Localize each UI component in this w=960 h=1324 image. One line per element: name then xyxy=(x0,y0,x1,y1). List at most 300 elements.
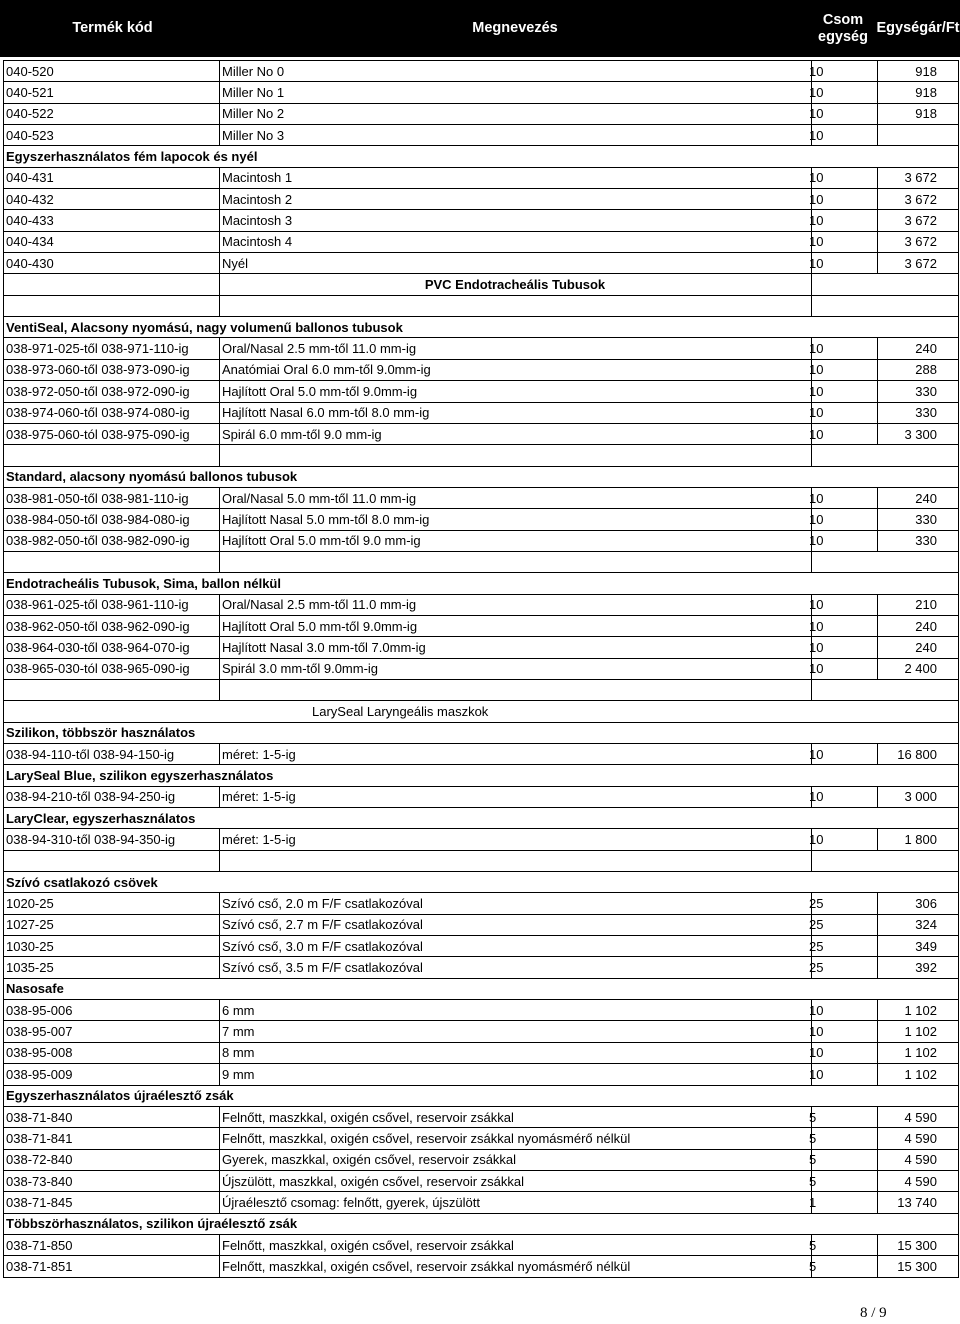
table-row xyxy=(3,424,959,445)
column-divider xyxy=(958,296,959,316)
column-divider xyxy=(3,445,4,465)
table-row xyxy=(3,253,959,274)
column-divider xyxy=(3,1000,4,1020)
table-row xyxy=(3,829,959,850)
table-row xyxy=(3,531,959,552)
package-unit: 10 xyxy=(809,106,824,122)
column-divider xyxy=(3,1235,4,1255)
package-unit: 10 xyxy=(809,490,824,506)
package-unit: 10 xyxy=(809,1024,824,1040)
column-divider xyxy=(3,1150,4,1170)
table-row xyxy=(3,403,959,424)
table-row xyxy=(3,509,959,530)
column-divider xyxy=(219,531,220,551)
column-divider xyxy=(219,189,220,209)
product-code: 038-95-008 xyxy=(6,1045,73,1061)
column-divider xyxy=(3,1021,4,1041)
product-code: 038-71-851 xyxy=(6,1258,73,1274)
column-divider xyxy=(958,232,959,252)
unit-price: 240 xyxy=(915,490,937,506)
column-divider xyxy=(3,808,4,828)
package-unit: 10 xyxy=(809,832,824,848)
column-divider xyxy=(3,274,4,294)
column-divider xyxy=(3,1086,4,1106)
column-divider xyxy=(219,509,220,529)
table-row xyxy=(3,1128,959,1149)
product-name: Spirál 6.0 mm-től 9.0 mm-ig xyxy=(222,426,382,442)
column-divider xyxy=(3,744,4,764)
product-name: Macintosh 2 xyxy=(222,191,293,207)
column-divider xyxy=(3,1192,4,1212)
column-divider xyxy=(958,637,959,657)
column-divider xyxy=(3,829,4,849)
product-name: Szívó cső, 3.0 m F/F csatlakozóval xyxy=(222,938,423,954)
section-heading: Egyszerhasználatos újraélesztő zsák xyxy=(6,1088,234,1104)
table-row xyxy=(3,915,959,936)
product-name: Hajlított Nasal 6.0 mm-től 8.0 mm-ig xyxy=(222,405,430,421)
package-unit: 25 xyxy=(809,960,824,976)
section-heading-row xyxy=(3,467,959,488)
product-code: 038-973-060-től 038-973-090-ig xyxy=(6,362,190,378)
product-code: 038-71-845 xyxy=(6,1194,73,1210)
product-name: méret: 1-5-ig xyxy=(222,789,296,805)
product-code: 038-981-050-től 038-981-110-ig xyxy=(6,490,189,506)
header-product-code: Termék kód xyxy=(72,20,153,36)
table-row xyxy=(3,1043,959,1064)
column-divider xyxy=(3,104,4,124)
header-package-unit-line2: egység xyxy=(818,28,868,45)
section-heading: Szilikon, többször használatos xyxy=(6,725,196,741)
product-name: Felnőtt, maszkkal, oxigén csővel, reservoir zsákkal xyxy=(222,1237,514,1253)
column-divider xyxy=(3,872,4,892)
table-row xyxy=(3,104,959,125)
package-unit: 5 xyxy=(809,1152,817,1168)
column-divider xyxy=(219,232,220,252)
column-divider xyxy=(219,637,220,657)
product-code: 038-962-050-től 038-962-090-ig xyxy=(6,618,190,634)
column-divider xyxy=(958,1043,959,1063)
product-name: 6 mm xyxy=(222,1002,255,1018)
column-divider xyxy=(3,403,4,423)
column-divider xyxy=(3,851,4,871)
column-divider xyxy=(958,1171,959,1191)
column-divider xyxy=(3,723,4,743)
column-divider xyxy=(958,1086,959,1106)
column-divider xyxy=(3,338,4,358)
column-divider xyxy=(3,467,4,487)
column-divider xyxy=(3,1214,4,1234)
unit-price: 16 800 xyxy=(897,746,937,762)
column-divider xyxy=(958,509,959,529)
column-divider xyxy=(811,296,812,316)
column-divider xyxy=(219,1128,220,1148)
unit-price: 918 xyxy=(915,106,937,122)
column-divider xyxy=(958,488,959,508)
column-divider xyxy=(811,274,812,294)
product-code: 040-431 xyxy=(6,170,54,186)
unit-price: 3 672 xyxy=(904,170,937,186)
product-name: Oral/Nasal 2.5 mm-től 11.0 mm-ig xyxy=(222,597,417,613)
package-unit: 10 xyxy=(809,533,824,549)
package-unit: 10 xyxy=(809,746,824,762)
package-unit: 10 xyxy=(809,789,824,805)
header-package-unit xyxy=(808,0,878,57)
table-row xyxy=(3,893,959,914)
unit-price: 392 xyxy=(915,960,937,976)
unit-price: 1 102 xyxy=(904,1066,937,1082)
table-row xyxy=(3,168,959,189)
column-divider xyxy=(3,957,4,977)
column-divider xyxy=(219,104,220,124)
column-divider xyxy=(958,787,959,807)
column-divider xyxy=(958,595,959,615)
section-heading-row xyxy=(3,146,959,167)
column-divider xyxy=(219,1192,220,1212)
product-code: 040-521 xyxy=(6,85,54,101)
product-code: 038-961-025-től 038-961-110-ig xyxy=(6,597,189,613)
product-code: 038-964-030-től 038-964-070-ig xyxy=(6,639,190,655)
table-row xyxy=(3,488,959,509)
package-unit: 10 xyxy=(809,1066,824,1082)
table-header xyxy=(0,0,960,57)
column-divider xyxy=(219,360,220,380)
column-divider xyxy=(958,573,959,593)
unit-price: 240 xyxy=(915,618,937,634)
package-unit: 25 xyxy=(809,896,824,912)
unit-price: 330 xyxy=(915,533,937,549)
column-divider xyxy=(3,210,4,230)
column-divider xyxy=(958,1150,959,1170)
table-row xyxy=(3,787,959,808)
package-unit: 5 xyxy=(809,1130,817,1146)
column-divider xyxy=(958,125,959,145)
column-divider xyxy=(958,445,959,465)
category-title: LarySeal Laryngeális maszkok xyxy=(312,703,489,719)
table-row xyxy=(3,360,959,381)
product-code: 038-982-050-től 038-982-090-ig xyxy=(6,533,190,549)
product-code: 038-965-030-tól 038-965-090-ig xyxy=(6,661,190,677)
column-divider xyxy=(3,915,4,935)
section-heading-row xyxy=(3,317,959,338)
package-unit: 5 xyxy=(809,1258,817,1274)
column-divider xyxy=(219,381,220,401)
package-unit: 10 xyxy=(809,85,824,101)
column-divider xyxy=(219,1043,220,1063)
column-divider xyxy=(219,1064,220,1084)
package-unit: 10 xyxy=(809,1045,824,1061)
product-name: Hajlított Nasal 5.0 mm-től 8.0 mm-ig xyxy=(222,511,430,527)
product-name: Felnőtt, maszkkal, oxigén csővel, reservoir zsákkal nyomásmérő nélkül xyxy=(222,1130,631,1146)
unit-price: 13 740 xyxy=(897,1194,937,1210)
product-name: 9 mm xyxy=(222,1066,255,1082)
column-divider xyxy=(3,701,4,721)
column-divider xyxy=(958,1000,959,1020)
unit-price: 324 xyxy=(915,917,937,933)
column-divider xyxy=(3,659,4,679)
column-divider xyxy=(219,296,220,316)
product-name: Szívó cső, 3.5 m F/F csatlakozóval xyxy=(222,960,423,976)
column-divider xyxy=(3,979,4,999)
product-code: 038-975-060-tól 038-975-090-ig xyxy=(6,426,190,442)
package-unit: 10 xyxy=(809,426,824,442)
column-divider xyxy=(219,936,220,956)
product-code: 040-522 xyxy=(6,106,54,122)
package-unit: 10 xyxy=(809,170,824,186)
unit-price: 306 xyxy=(915,896,937,912)
package-unit: 10 xyxy=(809,405,824,421)
product-code: 038-974-060-től 038-974-080-ig xyxy=(6,405,190,421)
empty-row xyxy=(3,680,959,701)
column-divider xyxy=(958,723,959,743)
column-divider xyxy=(3,1171,4,1191)
column-divider xyxy=(219,552,220,572)
table-row xyxy=(3,936,959,957)
column-divider xyxy=(219,957,220,977)
package-unit: 10 xyxy=(809,255,824,271)
column-divider xyxy=(3,509,4,529)
column-divider xyxy=(958,1064,959,1084)
header-unit-price: Egységár/Ft xyxy=(876,20,960,36)
product-name: Hajlított Oral 5.0 mm-től 9.0 mm-ig xyxy=(222,533,421,549)
column-divider xyxy=(958,274,959,294)
package-unit: 10 xyxy=(809,191,824,207)
product-name: Macintosh 1 xyxy=(222,170,293,186)
column-divider xyxy=(219,893,220,913)
column-divider xyxy=(958,744,959,764)
table-row xyxy=(3,210,959,231)
column-divider xyxy=(219,744,220,764)
column-divider xyxy=(958,531,959,551)
column-divider xyxy=(811,445,812,465)
product-code: 038-971-025-től 038-971-110-ig xyxy=(6,341,189,357)
package-unit: 10 xyxy=(809,618,824,634)
product-name: méret: 1-5-ig xyxy=(222,746,296,762)
product-code: 038-71-840 xyxy=(6,1109,73,1125)
product-code: 038-73-840 xyxy=(6,1173,73,1189)
column-divider xyxy=(3,552,4,572)
table-row xyxy=(3,744,959,765)
package-unit: 10 xyxy=(809,597,824,613)
table-row xyxy=(3,125,959,146)
column-divider xyxy=(958,979,959,999)
column-divider xyxy=(3,296,4,316)
product-code: 038-71-841 xyxy=(6,1130,73,1146)
product-code: 038-71-850 xyxy=(6,1237,73,1253)
column-divider xyxy=(958,808,959,828)
column-divider xyxy=(219,338,220,358)
section-heading-row xyxy=(3,723,959,744)
column-divider xyxy=(219,1000,220,1020)
price-table xyxy=(3,60,959,1278)
package-unit: 10 xyxy=(809,63,824,79)
table-row xyxy=(3,659,959,680)
column-divider xyxy=(3,189,4,209)
section-heading-row xyxy=(3,808,959,829)
column-divider xyxy=(958,1021,959,1041)
column-divider xyxy=(811,851,812,871)
product-code: 038-95-009 xyxy=(6,1066,73,1082)
column-divider xyxy=(958,701,959,721)
header-name: Megnevezés xyxy=(472,20,558,36)
package-unit: 10 xyxy=(809,362,824,378)
package-unit: 10 xyxy=(809,383,824,399)
product-name: Szívó cső, 2.0 m F/F csatlakozóval xyxy=(222,896,423,912)
column-divider xyxy=(219,851,220,871)
table-row xyxy=(3,189,959,210)
unit-price: 240 xyxy=(915,639,937,655)
column-divider xyxy=(219,595,220,615)
product-code: 1035-25 xyxy=(6,960,54,976)
column-divider xyxy=(958,104,959,124)
unit-price: 3 672 xyxy=(904,255,937,271)
column-divider xyxy=(219,680,220,700)
column-divider xyxy=(3,531,4,551)
unit-price: 1 102 xyxy=(904,1024,937,1040)
column-divider xyxy=(219,488,220,508)
product-name: Oral/Nasal 2.5 mm-től 11.0 mm-ig xyxy=(222,341,417,357)
table-row xyxy=(3,1107,959,1128)
column-divider xyxy=(3,1043,4,1063)
header-package-unit-line1: Csom xyxy=(822,11,864,28)
column-divider xyxy=(219,125,220,145)
column-divider xyxy=(811,680,812,700)
product-name: Felnőtt, maszkkal, oxigén csővel, reservoir zsákkal xyxy=(222,1109,514,1125)
product-name: Újraélesztő csomag: felnőtt, gyerek, újszülött xyxy=(222,1194,480,1210)
table-row xyxy=(3,338,959,359)
product-code: 038-94-210-től 038-94-250-ig xyxy=(6,789,176,805)
unit-price xyxy=(879,125,937,145)
table-row xyxy=(3,381,959,402)
table-row xyxy=(3,1064,959,1085)
column-divider xyxy=(3,1128,4,1148)
section-heading-row xyxy=(3,1086,959,1107)
category-title-row xyxy=(3,701,959,722)
product-name: Anatómiai Oral 6.0 mm-től 9.0mm-ig xyxy=(222,362,431,378)
column-divider xyxy=(3,1064,4,1084)
unit-price: 918 xyxy=(915,85,937,101)
empty-row xyxy=(3,296,959,317)
column-divider xyxy=(958,829,959,849)
column-divider xyxy=(3,1256,4,1276)
column-divider xyxy=(3,424,4,444)
package-unit: 10 xyxy=(809,661,824,677)
product-name: 8 mm xyxy=(222,1045,255,1061)
package-unit: 1 xyxy=(809,1194,817,1210)
column-divider xyxy=(219,82,220,102)
column-divider xyxy=(958,957,959,977)
package-unit: 25 xyxy=(809,917,824,933)
product-name: Újszülött, maszkkal, oxigén csővel, reservoir zsákkal xyxy=(222,1173,524,1189)
column-divider xyxy=(958,403,959,423)
column-divider xyxy=(958,1128,959,1148)
column-divider xyxy=(3,253,4,273)
product-code: 040-523 xyxy=(6,127,54,143)
column-divider xyxy=(958,680,959,700)
column-divider xyxy=(958,893,959,913)
product-name: Macintosh 4 xyxy=(222,234,293,250)
column-divider xyxy=(958,338,959,358)
table-row xyxy=(3,61,959,82)
column-divider xyxy=(958,317,959,337)
column-divider xyxy=(958,915,959,935)
column-divider xyxy=(958,1214,959,1234)
table-row xyxy=(3,1000,959,1021)
unit-price: 918 xyxy=(915,63,937,79)
package-unit: 10 xyxy=(809,639,824,655)
column-divider xyxy=(811,552,812,572)
unit-price: 4 590 xyxy=(904,1130,937,1146)
column-divider xyxy=(958,168,959,188)
product-name: Miller No 0 xyxy=(222,63,285,79)
product-name: Miller No 3 xyxy=(222,127,285,143)
column-divider xyxy=(219,829,220,849)
category-title-row xyxy=(3,274,959,295)
product-name: Miller No 2 xyxy=(222,106,285,122)
column-divider xyxy=(219,210,220,230)
column-divider xyxy=(958,253,959,273)
product-name: Hajlított Oral 5.0 mm-től 9.0mm-ig xyxy=(222,618,418,634)
section-heading: Egyszerhasználatos fém lapocok és nyél xyxy=(6,149,258,165)
table-row xyxy=(3,1150,959,1171)
page-number: 8 / 9 xyxy=(860,1305,887,1321)
column-divider xyxy=(3,787,4,807)
column-divider xyxy=(219,659,220,679)
unit-price: 330 xyxy=(915,511,937,527)
unit-price: 330 xyxy=(915,383,937,399)
section-heading: Standard, alacsony nyomású ballonos tubusok xyxy=(6,469,298,485)
unit-price: 3 000 xyxy=(904,789,937,805)
section-heading-row xyxy=(3,1214,959,1235)
unit-price: 288 xyxy=(915,362,937,378)
package-unit: 10 xyxy=(809,511,824,527)
column-divider xyxy=(3,893,4,913)
package-unit: 10 xyxy=(809,1002,824,1018)
product-code: 038-95-007 xyxy=(6,1024,73,1040)
product-code: 038-95-006 xyxy=(6,1002,73,1018)
column-divider xyxy=(3,125,4,145)
column-divider xyxy=(219,1021,220,1041)
column-divider xyxy=(219,1171,220,1191)
section-heading: LaryClear, egyszerhasználatos xyxy=(6,810,196,826)
column-divider xyxy=(958,360,959,380)
section-heading-row xyxy=(3,765,959,786)
column-divider xyxy=(3,381,4,401)
column-divider xyxy=(958,467,959,487)
product-name: Gyerek, maszkkal, oxigén csővel, reservoir zsákkal xyxy=(222,1152,517,1168)
column-divider xyxy=(219,1235,220,1255)
unit-price: 1 102 xyxy=(904,1045,937,1061)
column-divider xyxy=(958,210,959,230)
section-heading-row xyxy=(3,872,959,893)
column-divider xyxy=(3,616,4,636)
unit-price: 3 672 xyxy=(904,191,937,207)
column-divider xyxy=(3,573,4,593)
section-heading: VentiSeal, Alacsony nyomású, nagy volumenű ballonos tubusok xyxy=(6,319,403,335)
column-divider xyxy=(3,360,4,380)
unit-price: 240 xyxy=(915,341,937,357)
product-name: Nyél xyxy=(222,255,249,271)
product-name: Hajlított Nasal 3.0 mm-től 7.0mm-ig xyxy=(222,639,426,655)
product-code: 038-94-310-től 038-94-350-ig xyxy=(6,832,176,848)
unit-price: 4 590 xyxy=(904,1173,937,1189)
product-code: 038-94-110-től 038-94-150-ig xyxy=(6,746,175,762)
table-row xyxy=(3,1021,959,1042)
product-name: Felnőtt, maszkkal, oxigén csővel, reservoir zsákkal nyomásmérő nélkül xyxy=(222,1258,631,1274)
unit-price: 1 800 xyxy=(904,832,937,848)
product-name: Oral/Nasal 5.0 mm-től 11.0 mm-ig xyxy=(222,490,417,506)
table-row xyxy=(3,1192,959,1213)
product-code: 040-433 xyxy=(6,213,54,229)
